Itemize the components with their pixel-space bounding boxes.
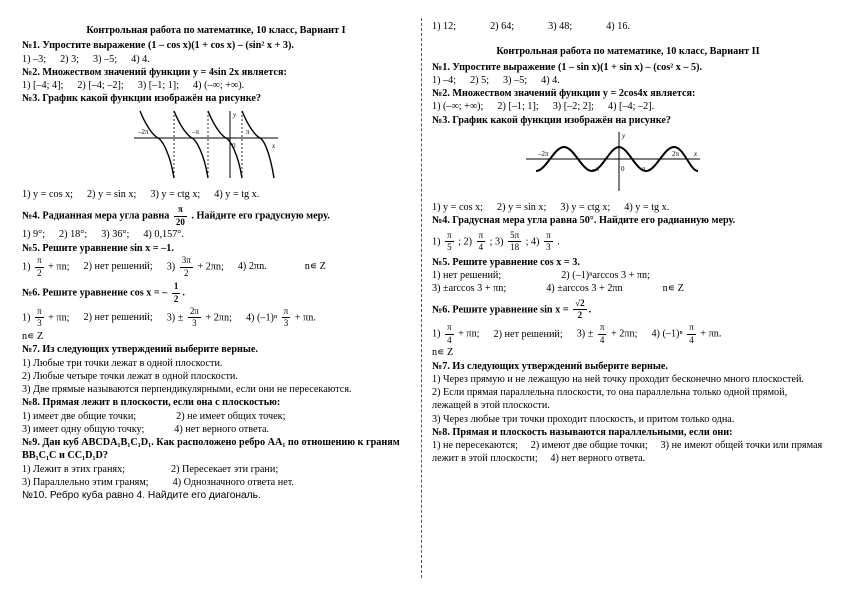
v1-q6-a3-pre: 3) ± [166,312,184,324]
v1-q1-a1: 1) –3; [22,53,47,65]
v2-q6-a3-den: 4 [599,334,605,345]
v1-q4-answers [22,228,410,241]
v2-q8-a2: 2) имеют две общие точки; [530,440,648,452]
v1-q9-a3: 3) Параллельно этим граням; [22,476,149,488]
v1-q9-a4: 4) Однозначного ответа нет. [172,476,294,488]
v2-q1: №1. Упростите выражение (1 – sin x)(1 + sin x) – (cos² x – 5). [432,61,703,73]
v1-q6-a4-den: 3 [283,318,289,329]
v1-graph-branch-4 [242,111,274,178]
v2-q4-a4-num: π [544,230,553,243]
v2-q4-a4-fraction [544,230,553,254]
v1-q5-a1-num: π [35,255,44,268]
v1-graph-branch-2 [174,111,208,178]
v2-q1-a1: 1) –4; [432,74,457,86]
v1-q6-a4-num: π [282,306,291,319]
v2-q7-a1: 1) Через прямую и не лежащую на ней точку проходит бесконечно много плоскостей. [432,373,804,385]
v1-q2-a2: 2) [–4; –2]; [77,80,124,91]
v2-q5-a2: 2) (–1)ⁿarccos 3 + πn; [561,270,650,282]
v2-graph-label-minus-2pi: –2π [538,149,549,158]
v1-q1-a4: 4) 4. [131,53,150,65]
v2-q4-a1-num: π [445,230,454,243]
v1-q10-a1: 1) 12; [432,21,457,32]
v1-q3-a1: 1) y = cos x; [22,188,74,200]
v2-q1-answers [432,74,824,87]
v2-q5-cond: n∊ Z [662,283,684,295]
v2-q2-a2: 2) [–1; 1]; [497,101,539,113]
v1-q4-a4: 4) 0,157°. [143,229,184,241]
v2-q5-answers-row2 [432,282,824,295]
v1-q6-answers [22,306,410,330]
v1-q5-a1-den: 2 [37,267,42,278]
v2-q4-a2-fraction [477,230,486,254]
v1-q6-den: 2 [173,293,179,304]
v2-q7-a3: 3) Через любые три точки проходит плоскость, и притом только одна. [432,413,735,425]
v2-q5-a3: 3) ±arccos 3 + πn; [432,283,507,295]
v1-q6-a3-den: 3 [192,318,197,329]
v2-q3-a3: 3) y = ctg x; [560,202,611,213]
v1-graph-label-minus-pi: –π [192,127,200,136]
v2-q4-a2-pre: ; 2) [458,236,473,248]
v1-q1-a2: 2) 3; [60,53,80,65]
v1-q2-answers [22,79,410,92]
v1-q5-a4: 4) 2πn. [237,261,267,273]
v2-q6-fraction [573,298,586,322]
v2-q6-a4 [651,322,721,346]
v1-q4-a1: 1) 9°; [22,229,46,241]
v1-q2-a3: 3) [–1; 1]; [137,80,180,91]
v1-q5: №5. Решите уравнение sin x = –1. [22,242,174,254]
v2-q3: №3. График какой функции изображён на рисунке? [432,114,672,126]
v1-q8-answers-row1 [22,410,410,423]
v1-q6-text: №6. Решите уравнение cos x = – [22,287,168,299]
v1-q7-a3: 3) Две прямые называются перпендикулярными, если они не пересекаются. [22,384,352,395]
v2-q4-a1-den: 5 [447,242,452,253]
v1-q5-a3-den: 2 [184,267,189,278]
v1-q5-a3-fraction [180,255,193,279]
v2-q1-a3: 3) –5; [503,74,528,86]
v1-q8-a4: 4) нет верного ответа. [174,423,270,435]
column-divider [421,18,422,578]
v1-q9-a2: 2) Пересекает эти грани; [171,463,279,475]
v1-q8-a2: 2) не имеет общих точек; [176,410,286,422]
v1-graph-label-pi: π [246,127,250,136]
v2-graph-label-x: x [694,149,698,158]
v1-q6-a4-fraction [282,306,291,330]
v1-q6-fraction [172,281,181,305]
v1-q3: №3. График какой функции изображён на рисунке? [22,93,262,105]
v1-q5-a3-num: 3π [180,255,193,268]
v1-q10-answers [432,20,824,33]
v2-q5-answers-row1 [432,269,824,282]
v1-q5-a1-pre: 1) [22,261,31,273]
v1-q10-a4: 4) 16. [606,21,630,32]
v1-q9-answers-row1 [22,463,410,476]
v2-q6-answers [432,322,824,346]
v1-q6-num: 1 [172,281,181,294]
v1-q6-a3 [167,306,232,330]
v2-q6-den: 2 [577,310,583,321]
v1-q6-a3-num: 2π [188,306,201,319]
v1-q5-answers [22,255,410,279]
v2-q6-a1 [432,322,480,346]
v2-q6-num: √2 [573,298,586,311]
v2-q4-a2-num: π [477,230,486,243]
v1-graph-label-zero: 0 [232,141,236,150]
v1-q5-a1 [22,255,70,279]
v1-q4-text: №4. Радианная мера угла равна [22,210,170,222]
v1-q6-a3-tail: + 2πn; [205,312,232,324]
v1-q8: №8. Прямая лежит в плоскости, если она с плоскостью: [22,397,281,409]
v2-q6-text: №6. Решите уравнение sin x = [432,304,569,316]
v2-q2: №2. Множеством значений функции y = 2cos4x является: [432,88,696,99]
v1-graph-label-x: x [272,141,276,150]
v2-q3-answers [432,201,824,214]
v2-q4-a2-den: 4 [478,242,484,253]
v2-q3-a4: 4) y = tg x. [624,202,670,213]
v2-q8-a3: 3) не имеют общей точки или прямая лежит в этой плоскости; [432,440,823,465]
v1-q6-cond: n∊ Z [22,331,44,342]
v2-q6: №6. Решите уравнение sin x = $\frac{√2}{2}$ . [432,297,592,321]
v2-q6-a4-tail: + πn. [700,328,722,340]
v2-q1-a4: 4) 4. [541,74,560,86]
v2-q5-a1: 1) нет решений; [432,270,502,282]
v2-graph-label-pi: π [642,164,646,173]
v1-q9: №9. Дан куб ABCDA₁B₁C₁D₁. Как расположено ребро AA₁ по отношению к граням BB₁C₁C и CC₁D₁D? [22,437,400,462]
v2-q6-a3 [577,322,638,346]
v1-q8-answers-row2 [22,423,410,436]
v1-q5-a1-tail: + πn; [48,261,70,273]
v2-q4-a4-pre: ; 4) [525,236,540,248]
v2-q6-a4-fraction [687,322,696,346]
v2-q6-a4-num: π [687,322,696,335]
v2-q3-a1: 1) y = cos x; [432,202,484,213]
v1-q5-a3-pre: 3) [166,261,176,273]
v2-q2-a3: 3) [–2; 2]; [552,101,595,113]
v1-q7: №7. Из следующих утверждений выберите верные. [22,344,258,356]
v2-q2-a1: 1) (–∞; +∞); [432,101,484,113]
v1-q5-cond: n∊ Z [304,261,326,273]
v2-graph-label-minus-pi: –π [592,164,600,173]
v1-graph-label-y: y [233,110,237,119]
v2-q6-a1-pre: 1) [432,328,441,340]
v1-q2-a1: 1) [–4; 4]; [22,80,64,91]
v1-q3-a3: 3) y = ctg x; [150,188,201,200]
v1-q5-a3 [167,255,224,279]
v1-q1-answers [22,53,410,66]
v2-q3-a2: 2) y = sin x; [497,202,547,213]
v2-q4-a4-den: 3 [546,242,551,253]
v1-q4 [22,204,410,228]
v1-q10: №10. Ребро куба равно 4. Найдите его диагональ. [22,490,261,501]
v2-q2-a4: 4) [–4; –2]. [608,101,655,113]
v2-q6-a4-den: 4 [689,334,694,345]
v2-q6-cond: n∊ Z [432,347,454,359]
v2-q6-a2: 2) нет решений; [493,328,563,340]
v1-q6-a4-tail: + πn. [294,312,316,324]
v1-q6-a4 [246,306,316,330]
v1-q3-answers [22,188,410,201]
variant-2-title: Контрольная работа по математике, 10 класс, Вариант II [496,46,760,58]
v1-q9-answers-row2 [22,476,410,489]
v2-q4-a3-pre: ; 3) [489,236,504,248]
v2-q4: №4. Градусная мера угла равна 50°. Найдите его радианную меру. [432,215,736,227]
v1-q4-tail: . Найдите его градусную меру. [191,210,330,222]
v2-q7: №7. Из следующих утверждений выберите верные. [432,360,668,372]
v2-q1-a2: 2) 5; [470,74,490,86]
v1-q5-a2: 2) нет решений; [83,261,153,273]
v2-graph-label-zero: 0 [621,164,625,173]
v1-q6-a4-pre: 4) (–1)ⁿ [245,312,278,324]
v1-graph-branch-3 [208,111,242,178]
v2-q4-answers [432,230,824,254]
v1-graph-label-minus-2pi: –2π [138,127,149,136]
v1-q6-a1-tail: + πn; [48,312,70,324]
v1-q6: №6. Решите уравнение cos x = – $\frac{1}{2}$ . [22,281,185,304]
v1-q6-a1 [22,306,70,330]
variant-1-column [22,20,410,502]
v1-q5-a1-fraction [35,255,44,279]
v1-graph-branch-1 [140,111,174,178]
v1-q9-a1: 1) Лежит в этих гранях; [22,463,126,475]
v2-q4-a1-pre: 1) [432,236,441,248]
v1-q3-a4: 4) y = tg x. [214,188,260,200]
v2-q6-a1-fraction [445,322,454,346]
v2-q2-answers [432,100,824,113]
v1-q2-a4: 4) (–∞; +∞). [193,80,245,91]
v2-q6-a3-pre: 3) ± [576,328,594,340]
v1-q5-a3-tail: + 2πn; [197,261,224,273]
v2-q6-a1-den: 4 [447,334,452,345]
v1-q6-a1-num: π [35,306,44,319]
v1-ctg-graph [132,108,282,182]
v1-q8-a3: 3) имеет одну общую точку; [22,423,145,435]
v2-q4-a3-den: 18 [510,242,520,253]
v2-q5: №5. Решите уравнение cos x = 3. [432,256,580,268]
v2-q6-a1-tail: + πn; [458,328,480,340]
v1-q6-a2: 2) нет решений; [83,312,153,324]
v1-q4-num: π [174,204,187,217]
v1-q10-a2: 2) 64; [490,21,515,32]
v2-q8-a1: 1) не пересекаются; [432,440,518,452]
v1-q6-a1-fraction [35,306,44,330]
v2-q6-a3-fraction [598,322,607,346]
variant-2-column [432,20,824,466]
v1-q10-a3: 3) 48; [548,21,573,32]
v1-q1-a3: 3) –5; [93,53,118,65]
v2-cos-graph [524,129,704,195]
v1-q4-a2: 2) 18°; [59,229,88,241]
v1-q4-fraction [174,204,187,228]
v1-q7-a2: 2) Любые четыре точки лежат в одной плоскости. [22,370,238,382]
v1-q2: №2. Множеством значений функции y = 4sin 2x является: [22,66,287,78]
v2-q4-a3-fraction [508,230,521,254]
v2-q4-a1-fraction [445,230,454,254]
v1-q4-a3: 3) 36°; [101,229,130,241]
v2-q8: №8. Прямая и плоскость называются параллельными, если они: [432,426,733,438]
v1-q6-a1-den: 3 [37,318,42,329]
v2-q6-a1-num: π [445,322,454,335]
v2-q8-a4: 4) нет верного ответа. [550,453,646,465]
v2-q7-a2: 2) Если прямая параллельна плоскости, то она параллельна только одной прямой, лежащей в этой плоскости. [432,387,788,412]
v1-q3-a2: 2) y = sin x; [87,188,137,200]
v2-q6-a4-pre: 4) (–1)ⁿ [651,328,683,340]
v2-q4-a3-num: 5π [508,230,521,243]
v1-q4-den: 20 [175,216,185,227]
v2-q6-a3-tail: + 2πn; [610,328,638,340]
v2-q8-answers [432,439,824,466]
v1-q8-a1: 1) имеет две общие точки; [22,410,137,422]
variant-1-title: Контрольная работа по математике, 10 класс, Вариант I [86,25,346,36]
v1-q6-a1-pre: 1) [22,312,31,324]
v2-graph-label-y: y [622,131,626,140]
v1-q1: №1. Упростите выражение (1 – cos x)(1 + cos x) – (sin² x + 3). [22,40,294,52]
v2-graph-label-2pi: 2π [672,149,680,158]
v1-q6-a3-fraction [188,306,201,330]
v2-q6-a3-num: π [598,322,607,335]
v2-q4-end: . [557,236,560,248]
v1-q7-a1: 1) Любые три точки лежат в одной плоскости. [22,357,223,369]
v2-q5-a4: 4) ±arccos 3 + 2πn [546,283,623,295]
